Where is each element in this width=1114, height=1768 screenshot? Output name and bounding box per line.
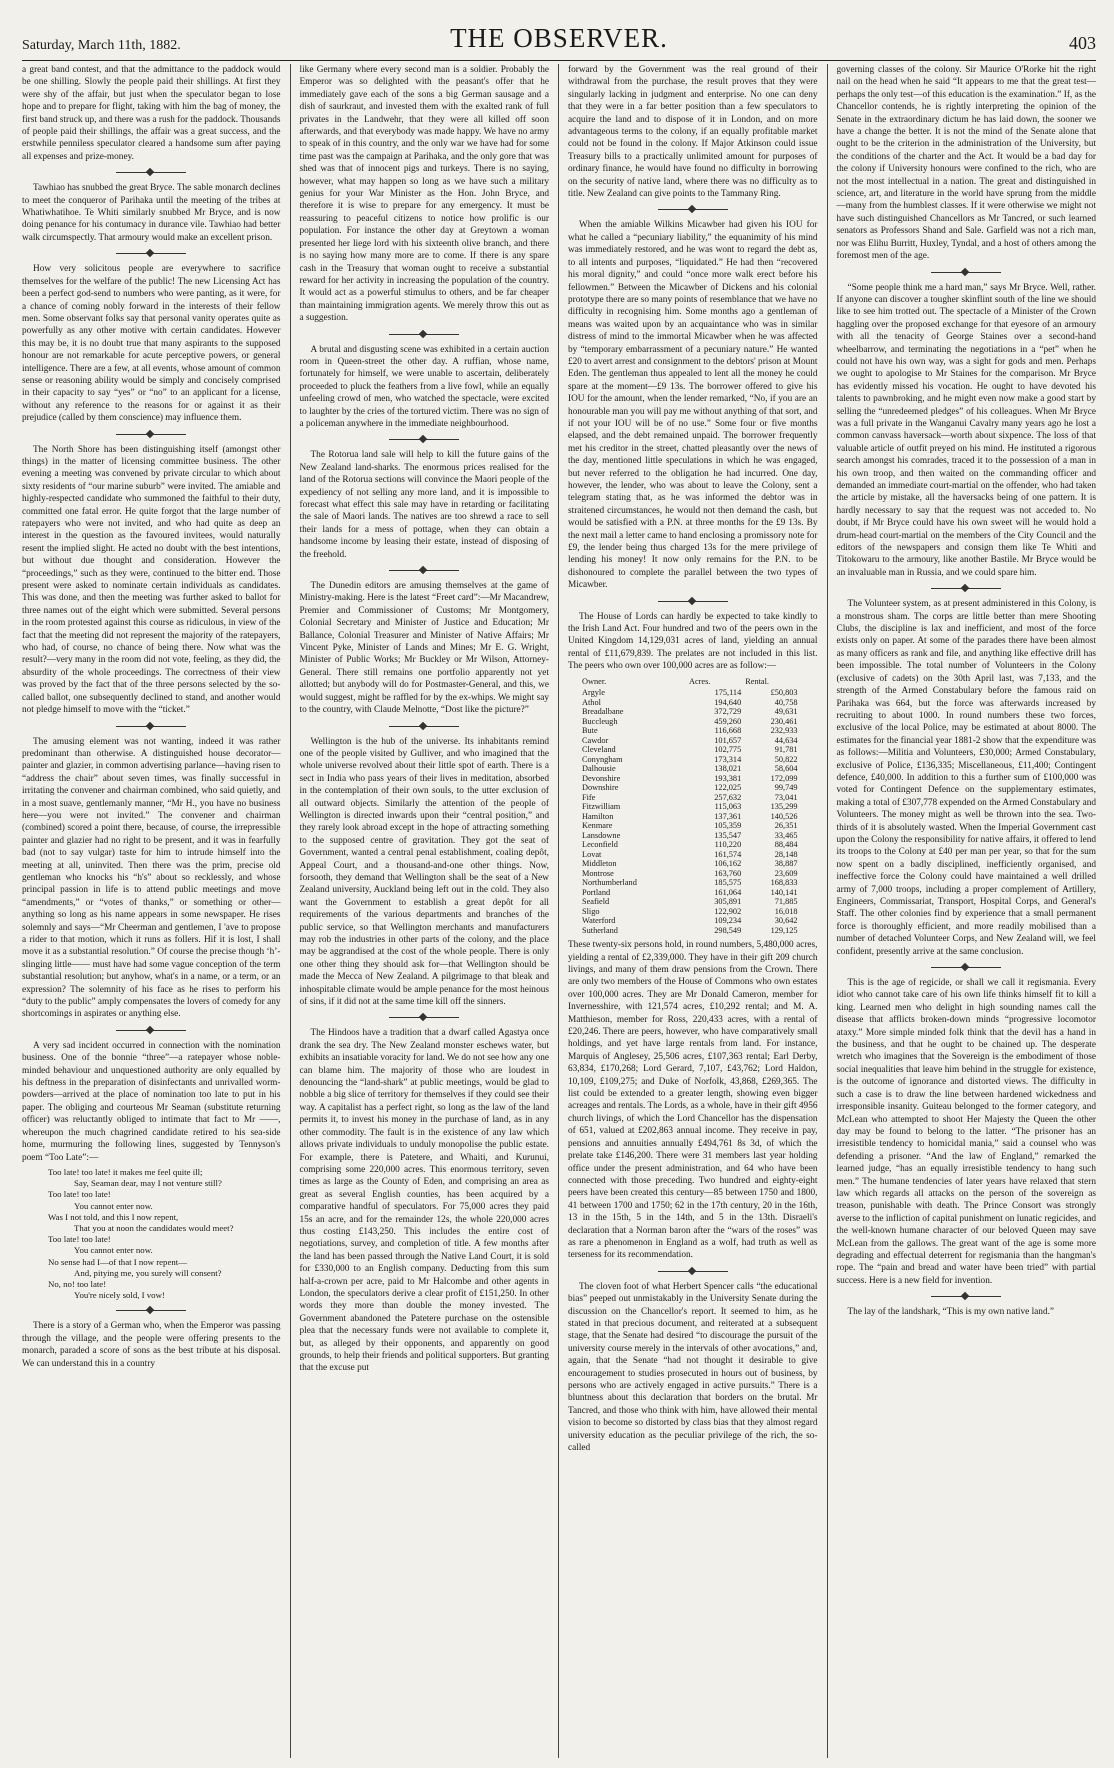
peer-rental-cell: 40,758	[774, 697, 798, 707]
article-german-story-cont: like Germany where every second man is a soldier. Probably the Emperor was so delighted with the peasant's offer that he immediately gave each of the sons a big German sausage and a dish of saurkraut, and invested them with the exalted rank of full privates in the Landwehr, that they were all killed off soon afterwards, and that everybody was made happy. We have no army to speak of in this country, and the only war we have had for some time past was the campaign at Parihaka, and the only gore that was shed was that of innocent pigs and turkeys. There is no saying, however, what may happen so long as we have such a military genius for your War Minister as the Hon. John Bryce, and therefore it is wise to prepare for any emergency. It must be reassuring to peaceful citizens to notice how prolific is our population. For instance the other day at Greytown a woman presented her liege lord with his sixteenth olive branch, and there is no saying how many more are to come. If there is any spare cash in the Treasury that woman ought to receive a substantial reward for her activity in increasing the population of the country. It would act as a powerful stimulus to others, and be far cheaper than maintaining immigration agents. We merely throw this out as a suggestion.	[299, 65, 549, 324]
peer-owner-cell: Portland	[582, 887, 611, 897]
table-row	[580, 897, 800, 907]
article-hindoos-cont: forward by the Government was the real ground of their withdrawal from the purchase, the result proves that they were singularly lacking in judgment and enterprise. No one can deny that they were in a far better position than a few speculators to acquire the land and to dispose of it in London, and on more advantageous terms to the colony, if an equally profitable market could not be found in the colony. If Major Atkinson could issue Treasury bills to a practically unlimited amount for purposes of ordinary finance, he would have found no difficulty in borrowing on the security of native land, where there was no difficulty as to title. New Zealand can give points to the Tammany Ring.	[568, 65, 818, 200]
peer-rental-cell: 16,018	[774, 906, 798, 916]
table-row	[580, 859, 800, 869]
peer-owner-cell: Leconfield	[582, 840, 618, 850]
peer-rental-cell: 172,099	[770, 773, 798, 783]
table-row	[580, 783, 800, 793]
newspaper-title: THE OBSERVER.	[450, 23, 668, 53]
peer-owner-cell: Dalhousie	[582, 764, 616, 774]
verse-line: No sense had I—of that I now repent—	[48, 1256, 188, 1267]
separator	[22, 172, 281, 173]
separator	[300, 439, 550, 440]
article-hindoos: The Hindoos have a tradition that a dwarf called Agastya once drank the sea dry. The New Zealand monster eschews water, but exhibits an insatiable voracity for land. We do not see how any one can blame him. The majority of those who are loudest in denouncing the “land-shark” at public meetings, would be glad to nobble a big slice of territory for themselves if they could see their way. A capitalist has a perfect right, so long as the law of the land permits it, to invest his money in the purchase of land, as in any other commodity. The fault is in the existence of any law which allows private individuals to unduly monopolise the public estate. For example, there is Patetere, and Whaiti, and Kurunui, comprising some 220,000 acres. This enormous territory, seven times as large as the County of Eden, and comprising an area as great as several English counties, has been acquired by a comparative handful of speculators. For 75,000 acres they paid 15s an acre, and for the remainder 12s, the whole 220,000 acres thus costing £143,250. This includes the entire cost of negotiations, survey, and completion of title. A few months after the land has been passed through the Native Land Court, it is sold for £330,000 to an English company. Deducting from this sum half-a-crown per acre, paid to Mr Halcombe and other agents in London, the speculators derive a clear profit of £151,250. In other words they more than double the money invested. The Government abandoned the Patetere purchase on the ostensible plea that the necessary funds were not available to complete it, but, as alleged by their opponents, and apparently on good grounds, to help their friends and political supporters. But granting that the excuse put	[299, 1028, 549, 1374]
peer-rental-cell: 140,141	[770, 887, 798, 897]
peer-rental-cell: 232,933	[770, 726, 798, 736]
separator	[22, 253, 281, 254]
article-sad-incident: A very sad incident occurred in connection with the nomination business. One of the bonnie “three”—a ratepayer whose noble-minded behaviour and unquestioned authority are only equalled by his deftness in the preparation of disinfectants and unrivalled worm-powders—arrived at the place of nomination too late to put in his paper. The obliging and courteous Mr Seaman (substitute returning officer) was reluctantly obliged to intimate that fact to Mr ——, whereupon the much chagrined candidate retired to his sea-side home, murmuring the following lines, suggested by Tennyson's poem “Too Late”:—	[22, 1040, 281, 1163]
peer-owner-cell: Lansdowne	[582, 830, 621, 840]
article-hard-man: “Some people think me a hard man,” says Mr Bryce. Well, rather. If anyone can discover a tougher skinflint south of the line we should like to see him trotted out. The spectacle of a Minister of the Crown haggling over the proposed exchange for that eyesore of an armoury with all the tenacity of George Staines over a second-hand wheelbarrow, and terminating the negotiations in a “pet” when he could not have his own way, was a sight for gods and men. Perhaps we ought to apologise to Mr Staines for the comparison. Mr Bryce has evidently missed his vocation. He ought to have devoted his talents to pawnbroking, and he might even now make a good start by selling the “unredeemed pledges” of his colleagues. When Mr Bryce was a full private in the Wanganui Cavalry many years ago he lost a common canvass haversack—worth about sixpence. The loss of that valuable article of outfit preyed on his mind. He instituted a rigorous search amongst his comrades, traced it to the possession of a man in his own troop, and then waited on the commanding officer and demanded an immediate court-martial on the offender, who had taken the article by mistake, all the haversacks being of one pattern. It is hardly necessary to say that the request was not acceded to. No doubt, if Mr Bryce could have his own sweet will he would hold a drum-head court-martial on the members of the City Council and the editors of the newspapers and consign them like Te Whiti and Titokowaru to the armoury, like another Bastile. Mr Bryce would be an invaluable man in Russia, and we could spare him.	[836, 282, 1096, 578]
peer-acres-cell: 109,234	[714, 916, 742, 926]
separator	[300, 334, 550, 335]
peer-rental-cell: 88,484	[774, 840, 798, 850]
peer-owner-cell: Montrose	[582, 868, 614, 878]
separator	[300, 1017, 550, 1018]
peer-acres-cell: 116,668	[714, 726, 742, 736]
peer-acres-cell: 194,640	[714, 697, 742, 707]
peer-acres-cell: 106,162	[714, 859, 742, 869]
verse-line: Say, Seaman dear, may I not venture still?	[74, 1178, 222, 1189]
table-row	[580, 840, 800, 850]
peer-rental-cell: 33,465	[774, 830, 798, 840]
peer-acres-cell: 161,574	[714, 849, 742, 859]
peer-acres-cell: 115,063	[714, 802, 742, 812]
article-tawhiao: Tawhiao has snubbed the great Bryce. The sable monarch declines to meet the conqueror of Parihaka until the meeting of the tribes at Whatiwhatihoe. Te Whiti similarly snubbed Mr Bryce, and is now doing penance for his contumacy in durance vile. Tawhiao had better walk circumspectly. That armoury would make an excellent prison.	[22, 183, 281, 243]
verse-line: That you at noon the candidates would meet?	[74, 1222, 234, 1233]
peer-owner-cell: Breadalbane	[582, 707, 624, 717]
column-2	[291, 64, 560, 1758]
separator	[22, 434, 281, 435]
peer-acres-cell: 163,760	[714, 868, 742, 878]
table-row	[580, 698, 800, 708]
verse-line: Was I not told, and this I now repent,	[48, 1211, 179, 1222]
peer-acres-cell: 105,359	[714, 821, 742, 831]
verse-line: You're nicely sold, I vow!	[74, 1290, 165, 1301]
peer-rental-cell: 230,461	[770, 716, 798, 726]
verse-line: Too late! too late! it makes me feel quite ill;	[48, 1166, 203, 1177]
table-row	[580, 688, 800, 698]
separator	[837, 967, 1097, 968]
peer-acres-cell: 185,575	[714, 878, 742, 888]
table-row	[580, 821, 800, 831]
issue-date: Saturday, March 11th, 1882.	[22, 38, 181, 53]
peer-rental-cell: 135,299	[770, 802, 798, 812]
peer-rental-cell: 26,351	[774, 821, 798, 831]
peer-owner-cell: Bute	[582, 726, 598, 736]
peer-owner-cell: Northumberland	[582, 878, 637, 888]
peer-owner-cell: Waterford	[582, 916, 616, 926]
article-rotorua: The Rotorua land sale will help to kill the future gains of the New Zealand land-sharks. The enormous prices realised for the land of the Rotorua sections will convince the Maori people of the expediency of not selling any more land, and it is impossible to forecast what effect this sale may have in retarding or facilitating the sale of Maori lands. The natives are too shrewd a race to sell their lands for a mess of pottage, when they can obtain a handsome income by leasing their estate, instead of disposing of the freehold.	[299, 450, 549, 560]
peer-acres-cell: 305,891	[714, 897, 742, 907]
page-number: 403	[1069, 33, 1096, 53]
poem-verse	[22, 1167, 281, 1301]
table-row	[580, 802, 800, 812]
peer-acres-cell: 138,021	[714, 764, 742, 774]
table-row	[580, 764, 800, 774]
table-row	[580, 926, 800, 936]
peer-rental-cell: 28,148	[774, 849, 798, 859]
table-row	[580, 916, 800, 926]
peer-rental-cell: 38,887	[774, 859, 798, 869]
article-regicide: This is the age of regicide, or shall we call it regismania. Every idiot who cannot take care of his own life thinks himself fit to kill a king. Learned men who delight in high sounding names call the disease that afflicts broken-down minds “progressive locomotor ataxy.” More simple minded folk think that the devil has a hand in the business, and that he ought to be chained up. The desperate wretch who imagines that the Sovereign is the embodiment of those social inequalities that leave him behind in the struggle for existence, is the outcome of ignorance and distorted views. The difficulty in such a case is to draw the line between hardened wickedness and irresponsible insanity. Guiteau belonged to the former category, and McLean who attempted to shoot Her Majesty the Queen the other day may be found to belong to the latter. “The prisoner has an irresistible tendency to homicidal mania,” said a counsel who was defending a prisoner. “And the law of England,” remarked the learned judge, “has an equally irresistible tendency to hang such men.” The humane tendencies of later years have relaxed that stern law which regards all attacks on the person of the sovereign as treason, punishable with death. The Prince Consort was strongly averse to the infliction of capital punishment on lunatic regicides, and the well-known humane character of our beloved Queen may save McLean from the gallows. The great want of the age is some more degrading and effectual deterrent for regismania than the hangman's rope. The “pain and bread and water have been tried” with partial success. Here is a new field for invention.	[836, 978, 1096, 1286]
peers-table-body	[580, 688, 800, 935]
separator	[300, 570, 550, 571]
peer-acres-cell: 161,064	[714, 887, 742, 897]
separator	[22, 1310, 281, 1311]
article-educational-bias: The cloven foot of what Herbert Spencer calls “the educational bias” peeped out unmistakably in the University Senate during the discussion on the Chancellor's report. It seemed to him, as he stated in that precious document, and reiterated at a subsequent stage, that the Senate had desired “to discourage the pursuit of the university course merely in the intervals of other avocations,” and, again, that the Senate “had not thought it desirable to give encouragement to studies prosecuted in hours out of business, by persons who are actively engaged in active pursuits.” There is a bluntness about this declaration that borders on the brutal. Mr Tancred, and those who think with him, have allowed their mental vision to become so distorted by class bias that they almost regard university education as the peculiar privilege of the rich, the so-called	[568, 1281, 818, 1454]
peer-rental-cell: 50,822	[774, 754, 798, 764]
article-educational-bias-cont: governing classes of the colony. Sir Maurice O'Rorke hit the right nail on the head when he said “It appears to me that the great test—perhaps the only test—of this education is the examination.” If, as the Chancellor contends, he is rightly interpreting the opinion of the Senate in the extraordinary dictum he has laid down, the sooner we have a change the better. It is not the mind of the Senate alone that ought to be the criterion in the administration of the University, but the conditions of the charter and the Act. It would be a bad day for the colony if University honours were confined to the rich, who are not the most intellectual in a nation. The great and distinguished in science, art, and literature in the world have sprung from the middle—many from the humblest classes. If it were otherwise we might not have such distinguished Chancellors as Mr Tancred, or such learned senators as Professors Shand and Sale. Garfield was not a rich man, nor was Elihu Burritt, Huxley, Tyndal, and a host of others among the foremost men of the age.	[836, 65, 1096, 262]
peer-rental-cell: 44,634	[774, 735, 798, 745]
separator	[300, 726, 550, 727]
masthead	[22, 14, 1096, 61]
table-header-row	[580, 677, 800, 689]
verse-line: Too late! too late!	[48, 1189, 111, 1200]
peer-rental-cell: 99,749	[774, 783, 798, 793]
peer-rental-cell: 129,125	[770, 925, 798, 935]
peer-owner-cell: Athol	[582, 697, 601, 707]
peer-rental-cell: 140,526	[770, 811, 798, 821]
verse-line: You cannot enter now.	[74, 1200, 153, 1211]
peer-acres-cell: 110,220	[714, 840, 742, 850]
peer-owner-cell: Buccleugh	[582, 716, 618, 726]
peer-rental-cell: 168,833	[770, 878, 798, 888]
peer-owner-cell: Devonshire	[582, 773, 621, 783]
peer-rental-cell: 49,631	[774, 707, 798, 717]
peer-acres-cell: 122,902	[714, 906, 742, 916]
verse-line: You cannot enter now.	[74, 1245, 153, 1256]
article-german-story: There is a story of a German who, when the Emperor was passing through the village, and the people were offering presents to the monarch, paraded a score of sons as the best tribute at his disposal. We can understand this in a country	[22, 1321, 281, 1369]
table-row	[580, 793, 800, 803]
column-header: Acres.	[688, 676, 711, 686]
table-row	[580, 850, 800, 860]
peer-rental-cell: 91,781	[774, 745, 798, 755]
table-row	[580, 869, 800, 879]
verse-line: No, no! too late!	[48, 1278, 107, 1289]
peer-owner-cell: Sutherland	[582, 925, 618, 935]
peer-rental-cell: 71,885	[774, 897, 798, 907]
peer-owner-cell: Downshire	[582, 783, 619, 793]
separator	[22, 726, 281, 727]
peer-owner-cell: Conyngham	[582, 754, 623, 764]
peer-acres-cell: 372,729	[714, 707, 742, 717]
peer-acres-cell: 257,632	[714, 792, 742, 802]
table-row	[580, 907, 800, 917]
peer-owner-cell: Argyle	[582, 688, 605, 698]
verse-line: And, pitying me, you surely will consent?	[74, 1267, 222, 1278]
article-dunedin: The Dunedin editors are amusing themselves at the game of Ministry-making. Here is the latest “Freet card”:—Mr Macandrew, Premier and Commissioner of Customs; Mr Montgomery, Colonial Secretary and Minister of Justice and Education; Mr Ballance, Colonial Treasurer and Minister of Native Affairs; Mr Vincent Pyke, Minister of Lands and Mines; Mr E. G. Wright, Minister of Public Works; Mr Buckley or Mr Wilson, Attorney-General. There still remains one portfolio apparently not yet allotted; but anybody will do for Postmaster-General, and this, we would suggest, might be raffled for by the ex-whips. We might say to the country, with Claude Melnotte, “Dost like the picture?”	[299, 581, 549, 716]
separator	[22, 1030, 281, 1031]
peer-owner-cell: Kenmare	[582, 821, 613, 831]
peer-acres-cell: 175,114	[714, 688, 742, 698]
peers-table	[580, 677, 800, 936]
separator	[837, 588, 1097, 589]
peer-acres-cell: 459,260	[714, 716, 742, 726]
table-row	[580, 726, 800, 736]
article-north-shore: The North Shore has been distinguishing itself (amongst other things) in the matter of licensing committee business. The other evening a meeting was convened by private circular to which about sixty residents of “our marine suburb” were invited. The amiable and highly-respected candidate who summoned the faithful to their duty, committed one fatal error. He quite forgot that the large number of ratepayers who were not invited, and who had quite as deep an interest in the question as the favoured invitees, would naturally resent the implied slight. He acted no doubt with the best intentions, but without due thought and consideration. However the “proceedings,” such as they were, continued to the bitter end. Those present were asked to nominate certain individuals as candidates. This was done, and then the meeting was further asked to ballot for three names out of the eight which were submitted. Several persons in the room protested against this course as ridiculous, in view of the fact that the meeting did not represent the majority of the ratepayers, who had, of course, no chance of being there. Now what was the result?—very many in the room did not vote, feeling, as they did, the absurdity of the whole proceedings. The correctness of their view was proved by the fact that of the three persons selected by the so-called ballot, one subsequently declined to stand, and another would not pledge himself to move with the “ticket.”	[22, 444, 281, 716]
peer-owner-cell: Fife	[582, 792, 596, 802]
peer-acres-cell: 102,775	[714, 745, 742, 755]
table-row	[580, 717, 800, 727]
article-licensing: How very solicitous people are everywhere to sacrifice themselves for the welfare of the public! The new Licensing Act has been a perfect god-send to numbers who were panting, as it were, for a chance of coming nobly forward in the interests of their fellow men. Some observant folks say that personal vanity operates quite as powerfully as any other motive with certain candidates. However this may be, it is no doubt true that many aspirants to the supposed honour are not remarkable for acute perceptive powers, or general intelligence. There are a few, at all events, whose amount of common sense or reasoning ability would be simply and concisely comprised in their capacity to say “yes” or “no” to an applicant for a license, without any reference to the reasons for or against it as their prejudice (called by them conscience) may influence them.	[22, 264, 281, 424]
verse-line: Too late! too late!	[48, 1234, 111, 1245]
article-landshark-lay: The lay of the landshark, “This is my own native land.”	[847, 1307, 1055, 1318]
peer-owner-cell: Hamilton	[582, 811, 614, 821]
table-row	[580, 831, 800, 841]
article-amusing-element: The amusing element was not wanting, indeed it was rather predominant than otherwise. A distinguished house decorator—painter and glazier, in common advertising parlance—having risen to “address the chair” about seven times, was finally successful in irritating the convener and chairman combined, who said quietly, and in a most suave, gentlemanly manner, “Mr H., you have no business here—you were not invited.” The convener and chairman (combined) scored a point there, because, of course, the irrepressible painter and glazier had no right to be present, and it was in fearfully bad (not to say vulgar) taste for him to intrude himself into the meeting at all, uninvited. Then there was the prim, precise old gentleman who knocks his “h's” about so recklessly, and whose principal passion in life is to attend public meetings and move “amendments,” or “votes of thanks,” or something or other—anything so long as his name appears in some newspaper. He rises solemnly and says—“Mr Cheerman and gentlemen, I 'ave to propose a rider to that motion, which it runs as follers. Hif it is lost, I shall move it as a substantial resolution.” Of course the precise though ‘h’-slinging little—— must have had some vague conception of the term substantial resolution; but anyhow, what's in a name, or a term, or an expression? The solemnity of his face as he rises to perform his “duty to the public” amply compensates the lovers of comedy for any shortcomings in aspirates or anything else.	[22, 736, 281, 1020]
peer-acres-cell: 122,025	[714, 783, 742, 793]
table-row	[580, 888, 800, 898]
peer-acres-cell: 173,314	[714, 754, 742, 764]
separator	[568, 209, 818, 210]
peer-owner-cell: Cawdor	[582, 735, 609, 745]
table-row	[580, 755, 800, 765]
column-3	[559, 64, 828, 1758]
peer-owner-cell: Middleton	[582, 859, 617, 869]
table-row	[580, 736, 800, 746]
table-row	[580, 745, 800, 755]
peer-acres-cell: 193,381	[714, 773, 742, 783]
peer-acres-cell: 101,657	[714, 735, 742, 745]
article-brutal-scene: A brutal and disgusting scene was exhibited in a certain auction room in Queen-street the other day. A ruffian, whose name, fortunately for himself, we were unable to ascertain, deliberately proceeded to pluck the feathers from a live fowl, while an equally unfeeling crowd of men, who watched the spectacle, were excited to laughter by the cries of the tortured victim. There was no sign of a policeman anywhere in the immediate neighbourhood.	[299, 344, 549, 429]
article-micawber: When the amiable Wilkins Micawber had given his IOU for what he called a “pecuniary liability,” the equanimity of his mind was immediately restored, and he was wont to regard the debt as, to all intents and purposes, “liquidated.” He had then “recovered his moral dignity,” and could “once more walk erect before his fellowmen.” Between the Micawber of Dickens and his colonial prototype there are so many points of resemblance that we have no difficulty in recognising him. Some months ago a gentleman of means was waited upon by an acquaintance who was in similar distress of mind to the immortal Micawber when he was affected by “temporary embarrassment of a pecuniary nature.” He wanted £20 to avert arrest and consignment to the debtors' prison at Mount Eden. The gentleman thus appealed to lent all the money he could spare at the moment—£9 13s. The borrower offered to give his IOU for the amount, when the lender remarked, “No, if you are an honourable man you will pay me without anything of that sort, and if not your IOU will be of no use.” Some four or five months elapsed, and the debt remained unpaid. The borrower frequently met his creditor in the street, chatted pleasantly over the news of the day, mentioned little speculations in which he was engaged, but never referred to the obligation he had incurred. One day, however, the lender, who was about to leave the Colony, sent a telegram stating that, as he was informed the debtor was in straitened circumstances, he would not then demand the cash, but would be satisfied with a P.N. at three months for the £9 13s. By the next mail a letter came to hand enclosing a promissory note for £9, the lender being thus charged 13s for the mere privilege of lending his money! It now only remains for the P.N. to be dishonoured to complete the parallel between the two types of Micawber.	[568, 220, 818, 591]
table-row	[580, 774, 800, 784]
peer-rental-cell: 73,041	[774, 792, 798, 802]
article-volunteer-system: The Volunteer system, as at present administered in this Colony, is a monstrous sham. The corps are little better than mere Shooting Clubs, the discipline is lax and inefficient, and most of the force exists only on paper. At some of the parades there have been almost as many officers as rank and file, and anything like effective drill has been impossible. The total number of Volunteers in the Colony (exclusive of cadets) on the 30th April last, was 7,133, and the strength of the Armed Constabulary before the famous raid on Parihaka was 664, but the force was afterwards increased by recruiting to about 1000. In round numbers these two forces, exclusive of the local Police, may be estimated at about 8000. The estimates for the financial year 1881-2 show that the expenditure was as follows:—Militia and Volunteers, £30,000; Armed Constabulary, exclusive of Police, £136,335; Miscellaneous, £11,400; Contingent defence, £40,000. In addition to this a further sum of £100,000 was voted for Contingent Defence on the supplementary estimates, making a total of £307,778 expended on the Armed Constabulary and Volunteers. The money might as well be thrown into the sea. Two-thirds of it is absolutely wasted. When the Imperial Government cast upon the Colony the responsibility for native affairs, it offered to lend its troops to the Colony at £40 per man per year, so that for the sum now spent on a badly disciplined, inefficiently organised, and ineffective force the Colony could have maintained a well drilled army of 7,000 troops, including a proper complement of Artillery, Engineers, Commissariat, Transport, Hospital Corps, and General's Staff. The other colonies find by experience that a small permanent force is thoroughly efficient, and more readily mobilised than a number of detached Volunteer Corps, and New Zealand will, we feel confident, presently arrive at the same conclusion.	[836, 599, 1096, 957]
peer-owner-cell: Fitzwilliam	[582, 802, 621, 812]
table-row	[580, 878, 800, 888]
peer-rental-cell: 23,609	[774, 868, 798, 878]
columns	[22, 64, 1096, 1758]
article-house-of-lords: The House of Lords can hardly be expected to take kindly to the Irish Land Act. Four hundred and two of the peers own in the United Kingdom 14,129,031 acres of land, yielding an annual rental of £11,679,839. The prelates are not included in this list. The peers who own over 100,000 acres are as follow:—	[568, 611, 818, 672]
article-wellington: Wellington is the hub of the universe. Its inhabitants remind one of the people visited by Gulliver, and who imagined that the whole universe revolved about their little spot of earth. There is a sect in India who pass years of their lives in meditation, absorbed in the contemplation of their own souls, to the utter exclusion of all outward objects. Similarly the attention of the people of Wellington is directed inwards upon their “central position,” and they rarely look abroad except in the hope of attracting something to the supposed centre of gravitation. They got the seat of Government, wanted a central penal establishment, coaling depôt, Appeal Court, and a thousand-and-one other things. Now, forsooth, they demand that Wellington shall be the seat of a New Zealand university, Auckland being left out in the cold. They also want the Government to establish a great depôt for all requirements of the various departments and branches of the public service, so that Wellington merchants and manufacturers may rob the industries in other parts of the colony, and the place may be aggrandised at the cost of the whole people. There is only one other thing they should ask for—that Wellington should be made the Mecca of New Zealand. A pilgrimage to that bleak and inhospitable climate would be ample penance for the most heinous of sins, if it did not at the same time kill off the sinners.	[299, 736, 549, 1008]
peer-rental-cell: 58,604	[774, 764, 798, 774]
column-1	[22, 64, 291, 1758]
peer-rental-cell: £50,803	[770, 688, 798, 698]
peer-rental-cell: 30,642	[774, 916, 798, 926]
separator	[837, 272, 1097, 273]
peer-acres-cell: 298,549	[714, 925, 742, 935]
peer-acres-cell: 135,547	[714, 830, 742, 840]
peer-owner-cell: Sligo	[582, 906, 600, 916]
peer-acres-cell: 137,361	[714, 811, 742, 821]
table-row	[580, 812, 800, 822]
column-header: Rental.	[745, 676, 769, 686]
separator	[568, 1271, 818, 1272]
peer-owner-cell: Lovat	[582, 849, 602, 859]
article-band-contest-cont: a great band contest, and that the admittance to the paddock would be one shilling. Slowly the people paid their shillings. At first they were shy of the affair, but just when the speculator began to lose hope and to prepare for flight, taking with him the bag of money, the first band struck up, and there was a rush for the paddock. Thousands of people paid their shillings, the affair was a great success, and the erstwhile penniless speculator cleared a handsome sum after paying all expenses and prize-money.	[22, 65, 281, 162]
article-house-of-lords-cont: These twenty-six persons hold, in round numbers, 5,480,000 acres, yielding a rental of £2,339,000. They have in their gift 209 church livings, and many of them draw pensions from the Crown. There are only two members of the House of Commons who own estates over 100,000 acres. They are Mr Donald Cameron, member for Invernesshire, with 121,574 acres, £10,292 rental; and M. A. Matthieson, member for Ross, 220,433 acres, with a rental of £20,246. There are peers, however, who have comparatively small holdings, and yet have large rentals from land. For instance, Marquis of Anglesey, 25,506 acres, £107,363 rental; Earl Derby, 63,834, £170,268; Lord Gerard, 7,107, £43,762; Lord Haldon, 10,109, £109,275; and Duke of Norfolk, 43,868, £269,365. The list could be extended to a greater length, showing even bigger acreages and rentals. The Lords, as a whole, have in their gift 4956 church livings, of which the Lord Chancellor has the dispensation of 651, valued at £202,863 annual income. They receive in pay, pensions and annuities annually £494,761 8s 3d, of which the prelate take £146,200. There were 31 members last year holding office under the present administration, and 64 who have been connected with those preceding. Two hundred and eighty-eight peers have been created this century—85 between 1750 and 1800, 41 between 1700 and 1750; 62 in the 17th century, 20 in the 16th, 13 in the 15th, 5 in the 14th, and 5 in the 13th. Disraeli's declaration that a Norman baron after the “wars of the roses” was as rare a phenomenon in England as a wolf, had truth as well as terseness for its recommendation.	[568, 940, 818, 1261]
peer-owner-cell: Seafield	[582, 897, 610, 907]
separator	[568, 601, 818, 602]
peer-owner-cell: Cleveland	[582, 745, 616, 755]
separator	[837, 1296, 1097, 1297]
column-4	[828, 64, 1097, 1758]
table-row	[580, 707, 800, 717]
column-header: Owner.	[582, 676, 607, 686]
